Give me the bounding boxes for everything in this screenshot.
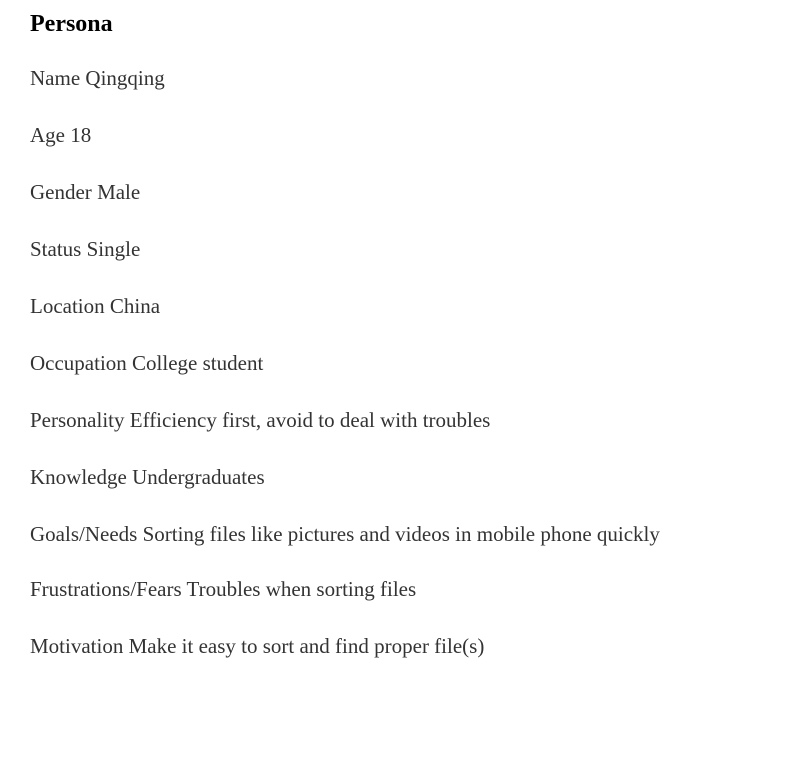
field-value: Efficiency first, avoid to deal with troubles	[129, 408, 491, 432]
field-value: Qingqing	[85, 66, 165, 90]
field-age	[30, 121, 670, 149]
field-value: Undergraduates	[132, 465, 265, 489]
field-label: Name	[30, 66, 81, 90]
field-goals-needs	[30, 508, 670, 560]
field-knowledge	[30, 463, 670, 491]
field-personality	[30, 406, 670, 434]
field-value: China	[109, 294, 161, 318]
field-gender	[30, 178, 670, 206]
field-name	[30, 64, 670, 92]
field-frustrations-fears	[30, 575, 670, 603]
field-label: Personality	[30, 408, 125, 432]
persona-fields	[30, 64, 773, 660]
page-title: Persona	[30, 11, 113, 37]
field-motivation	[30, 632, 670, 660]
field-value: College student	[132, 351, 264, 375]
field-label: Status	[30, 237, 82, 261]
field-occupation	[30, 349, 670, 377]
field-value: Male	[97, 180, 141, 204]
field-label: Knowledge	[30, 465, 127, 489]
field-label: Location	[30, 294, 105, 318]
field-label: Occupation	[30, 351, 127, 375]
field-value: Single	[86, 237, 141, 261]
field-location	[30, 292, 670, 320]
field-value: Make it easy to sort and find proper file(s)	[128, 634, 485, 658]
field-label: Gender	[30, 180, 92, 204]
field-label: Goals/Needs	[30, 522, 138, 546]
field-value: Troubles when sorting files	[186, 577, 417, 601]
field-label: Frustrations/Fears	[30, 577, 182, 601]
field-status	[30, 235, 670, 263]
field-value: Sorting files like pictures and videos in mobile phone quickly	[142, 522, 660, 546]
field-label: Age	[30, 123, 65, 147]
field-value: 18	[70, 123, 92, 147]
field-label: Motivation	[30, 634, 124, 658]
